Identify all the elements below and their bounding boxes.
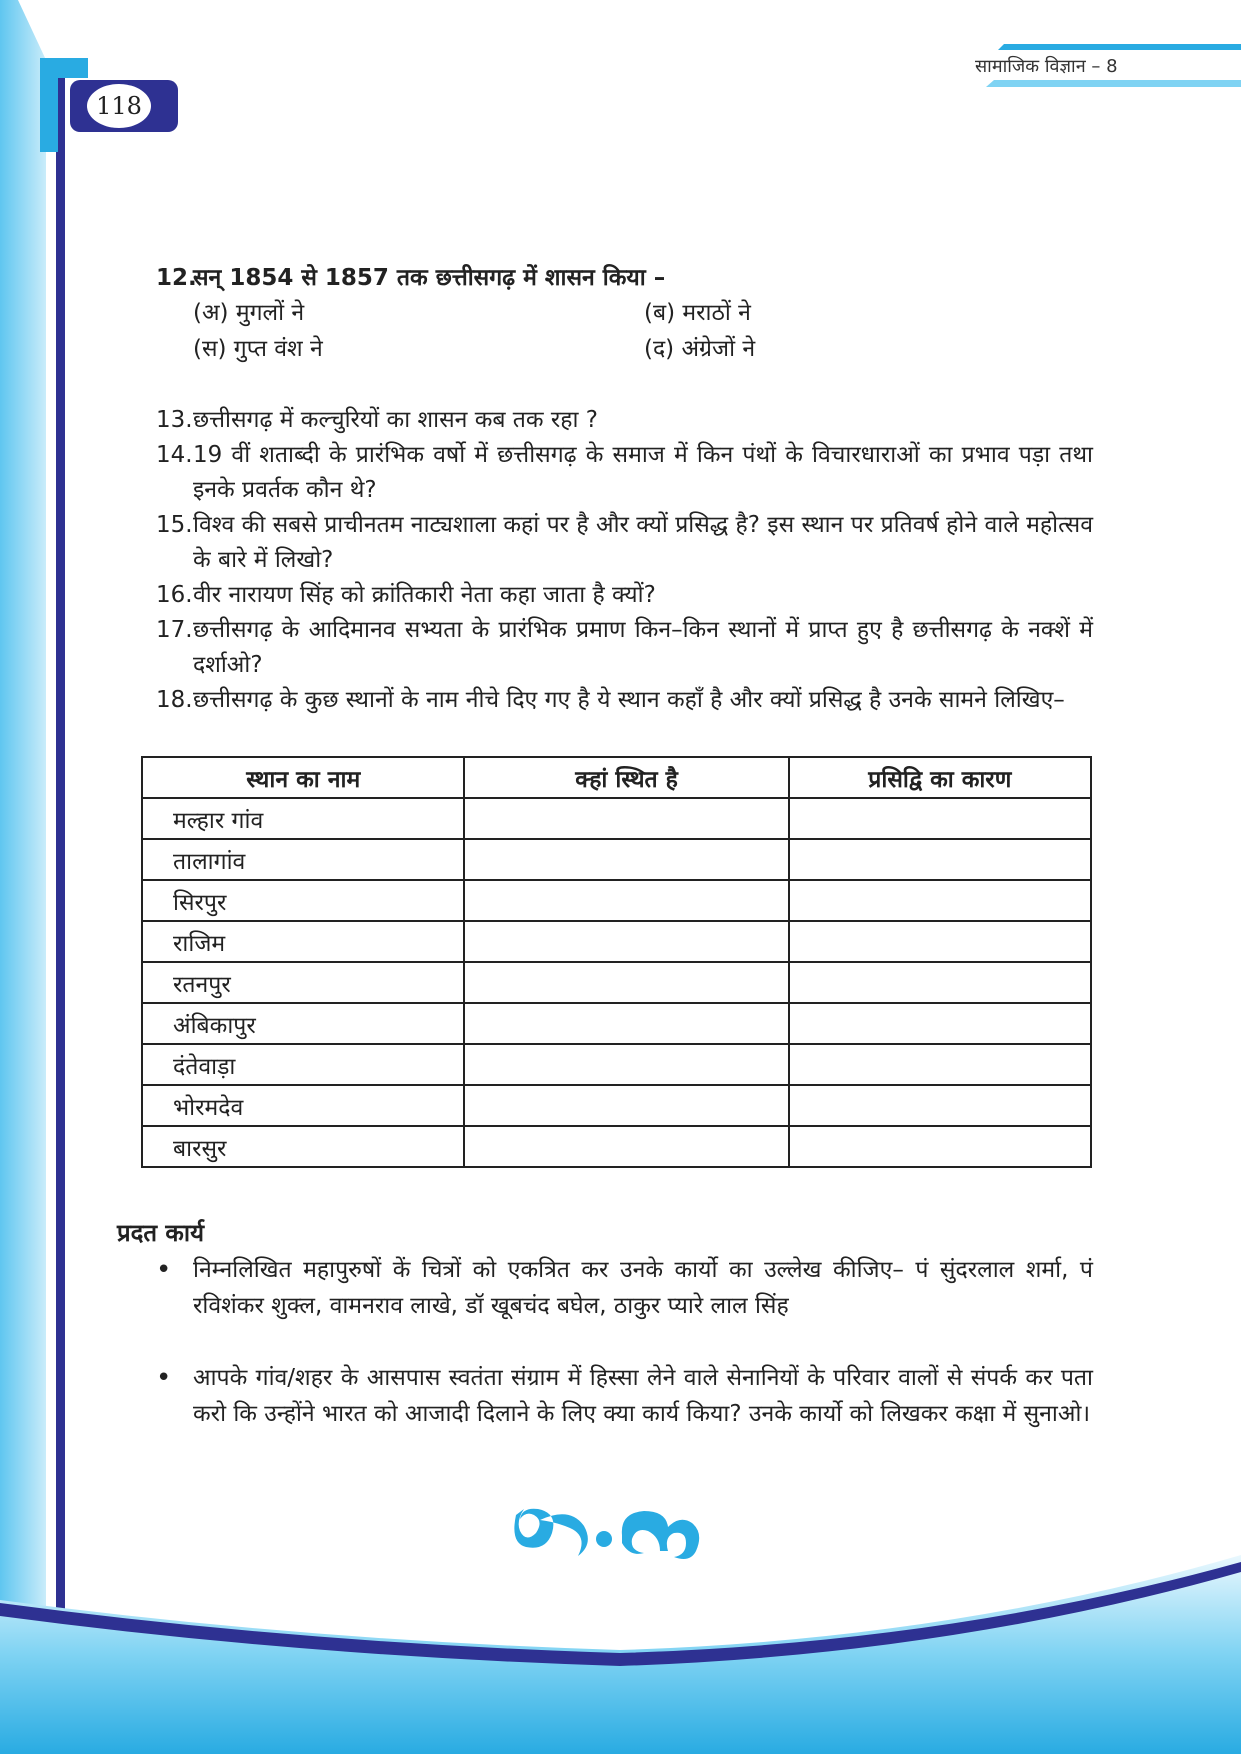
question-text: सन् 1854 से 1857 तक छत्तीसगढ़ में शासन किया – xyxy=(193,265,666,291)
header-subject: सामाजिक विज्ञान – 8 xyxy=(975,56,1118,77)
question-number: 16. xyxy=(156,582,193,608)
table-row xyxy=(142,1044,1091,1085)
header-line-top xyxy=(998,44,1241,50)
assignment-bullet xyxy=(156,1360,1096,1468)
table-row xyxy=(142,1126,1091,1167)
end-ornament-icon xyxy=(514,1509,699,1559)
question-text: वीर नारायण सिंह को क्रांतिकारी नेता कहा जाता है क्यों? xyxy=(193,582,656,608)
reason-cell[interactable] xyxy=(789,798,1091,839)
question-text: छत्तीसगढ़ के कुछ स्थानों के नाम नीचे दिए गए है ये स्थान कहाँ है और क्यों प्रसिद्ध है उनके सामने लिखिए– xyxy=(193,687,1065,713)
ornament-right-icon xyxy=(622,1511,699,1559)
left-vertical-bar xyxy=(56,60,65,1660)
place-name: सिरपुर xyxy=(142,880,464,921)
reason-cell[interactable] xyxy=(789,880,1091,921)
table-row xyxy=(142,880,1091,921)
table-row xyxy=(142,921,1091,962)
question-16 xyxy=(156,578,1096,613)
question-15 xyxy=(156,508,1096,578)
reason-cell[interactable] xyxy=(789,1003,1091,1044)
table-header-reason: प्रसिद्वि का कारण xyxy=(789,757,1091,798)
reason-cell[interactable] xyxy=(789,839,1091,880)
q12-option-d: (द) अंग्रेजों ने xyxy=(644,336,756,362)
question-number: 15. xyxy=(156,512,193,538)
place-name: मल्हार गांव xyxy=(142,798,464,839)
reason-cell[interactable] xyxy=(789,1126,1091,1167)
place-name: दंतेवाड़ा xyxy=(142,1044,464,1085)
table-row xyxy=(142,1003,1091,1044)
location-cell[interactable] xyxy=(464,1003,788,1044)
location-cell[interactable] xyxy=(464,962,788,1003)
table-header-location: क्हां स्थित है xyxy=(464,757,788,798)
location-cell[interactable] xyxy=(464,839,788,880)
bullet-text: निम्नलिखित महापुरुषों कें चित्रों को एकत्रित कर उनके कार्यो का उल्लेख कीजिए– पं सुंदरलाल शर्मा, पं रविशंकर शुक्ल, वामनराव लाखे, डॉ खूबचंद बघेल, ठाकुर प्यारे लाल सिंह xyxy=(193,1257,1093,1319)
bullet-icon: • xyxy=(156,1255,172,1285)
place-name: अंबिकापुर xyxy=(142,1003,464,1044)
location-cell[interactable] xyxy=(464,921,788,962)
question-text: विश्व की सबसे प्राचीनतम नाट्यशाला कहां पर है और क्यों प्रसिद्ध है? इस स्थान पर प्रतिवर्ष होने वाले महोत्सव के बारे में लिखो? xyxy=(193,512,1093,573)
reason-cell[interactable] xyxy=(789,1085,1091,1126)
bullet-icon: • xyxy=(156,1363,172,1393)
location-cell[interactable] xyxy=(464,1044,788,1085)
question-text: छत्तीसगढ़ के आदिमानव सभ्यता के प्रारंभिक प्रमाण किन–किन स्थानों में प्राप्त हुए है छत्तीसगढ़ के नक्शें में दर्शाओ? xyxy=(193,617,1093,678)
left-margin-strip xyxy=(0,0,46,1754)
table-row xyxy=(142,1085,1091,1126)
table-row xyxy=(142,798,1091,839)
place-name: भोरमदेव xyxy=(142,1085,464,1126)
location-cell[interactable] xyxy=(464,1085,788,1126)
ornament-dot-icon xyxy=(596,1531,612,1547)
location-cell[interactable] xyxy=(464,880,788,921)
table-row xyxy=(142,839,1091,880)
page-number: 118 xyxy=(96,92,142,120)
q12-option-a: (अ) मुगलों ने xyxy=(193,300,305,326)
bullet-text: आपके गांव/शहर के आसपास स्वतंता संग्राम में हिस्सा लेने वाले सेनानियों के परिवार वालों से संपर्क कर पता करो कि उन्होंने भारत को आजादी दिलाने के लिए क्या कार्य किया? उनके कार्यो को लिखकर कक्षा में सुनाओ। xyxy=(193,1365,1093,1427)
place-name: रतनपुर xyxy=(142,962,464,1003)
q12-option-b: (ब) मराठों ने xyxy=(644,300,751,326)
reason-cell[interactable] xyxy=(789,962,1091,1003)
ornament-left-icon xyxy=(514,1509,587,1556)
question-number: 18. xyxy=(156,687,193,713)
question-14 xyxy=(156,438,1096,508)
question-number: 12. xyxy=(156,265,197,291)
places-table xyxy=(141,756,1092,1168)
place-name: तालागांव xyxy=(142,839,464,880)
header-line-bottom xyxy=(986,80,1241,87)
question-text: 19 वीं शताब्दी के प्रारंभिक वर्षो में छत्तीसगढ़ के समाज में किन पंथों के विचारधाराओं का प्रभाव पड़ा तथा इनके प्रवर्तक कौन थे? xyxy=(193,442,1093,503)
question-12 xyxy=(156,261,1056,296)
question-13 xyxy=(156,403,1096,438)
assignment-bullet xyxy=(156,1252,1096,1360)
table-header-row xyxy=(142,757,1091,798)
location-cell[interactable] xyxy=(464,1126,788,1167)
question-number: 14. xyxy=(156,442,193,468)
table-header-place: स्थान का नाम xyxy=(142,757,464,798)
location-cell[interactable] xyxy=(464,798,788,839)
question-18 xyxy=(156,683,1096,753)
reason-cell[interactable] xyxy=(789,1044,1091,1085)
assignment-title: प्रदत कार्य xyxy=(117,1219,205,1247)
question-17 xyxy=(156,613,1096,683)
q12-option-c: (स) गुप्त वंश ने xyxy=(193,336,323,362)
question-text: छत्तीसगढ़ में कल्चुरियों का शासन कब तक रहा ? xyxy=(193,407,598,433)
place-name: बारसुर xyxy=(142,1126,464,1167)
question-number: 13. xyxy=(156,407,193,433)
table-row xyxy=(142,962,1091,1003)
question-number: 17. xyxy=(156,617,193,643)
reason-cell[interactable] xyxy=(789,921,1091,962)
place-name: राजिम xyxy=(142,921,464,962)
